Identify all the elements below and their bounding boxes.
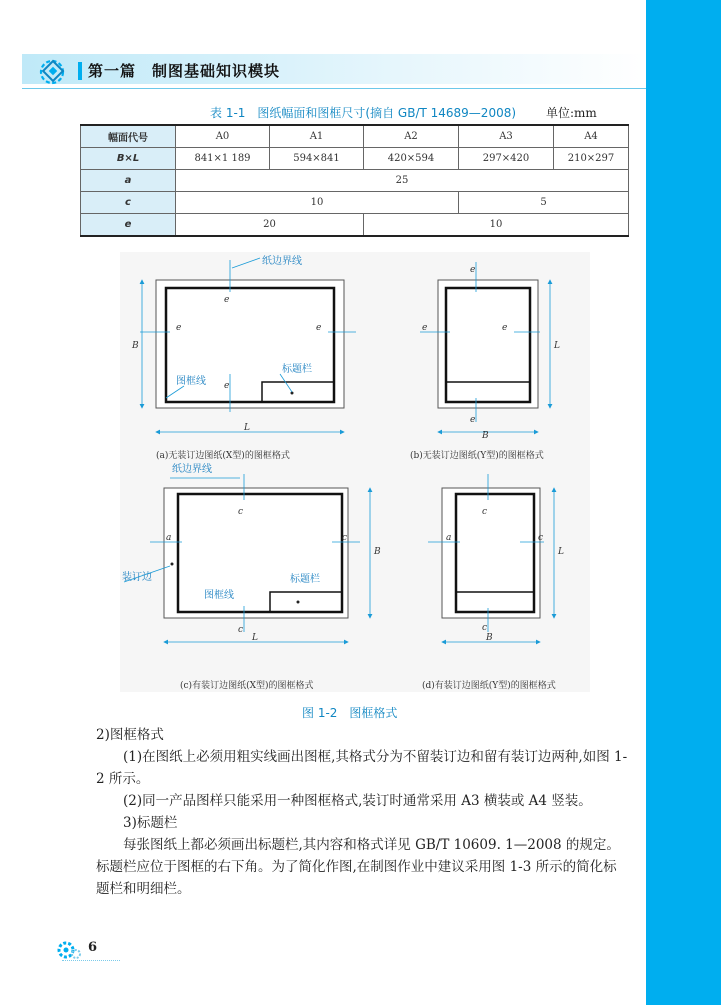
dim-e-label: e [176,323,182,333]
table-cell: A2 [364,125,459,148]
table-cell: 20 [176,214,364,237]
table-cell: 5 [459,192,629,214]
page-number: 6 [88,940,98,955]
body-paragraph: (1)在图纸上必须用粗实线画出图框,其格式分为不留装订边和留有装订边两种,如图 1-2 所示。 [96,749,628,787]
table-cell: 210×297 [554,148,629,170]
dim-e-label: e [224,295,230,305]
table-cell: A4 [554,125,629,148]
dim-e-label: e [502,323,508,333]
header-accent-bar [78,62,82,80]
section-heading: 2)图框格式 [96,727,164,743]
table-cell: a [81,170,176,192]
dim-L-label: L [244,423,250,433]
dim-L-label: L [554,341,560,351]
subcaption-b: (b)无装订边图纸(Y型)的图框格式 [410,451,544,461]
dim-e-label: e [470,265,476,275]
table-row [81,214,629,237]
dim-B-label: B [132,341,139,351]
table-row [81,148,629,170]
paper-size-table [80,124,629,237]
frame-line-label: 图框线 [176,376,206,387]
table-cell: 420×594 [364,148,459,170]
table-cell: 10 [176,192,459,214]
table-cell: 594×841 [270,148,364,170]
table-cell: 25 [176,170,629,192]
gear-logo-icon [38,56,72,86]
table-cell: A0 [176,125,270,148]
dim-e-label: e [470,415,476,425]
dim-c-label: c [238,507,244,517]
dim-c-label: c [482,623,488,633]
binding-edge-label: 装订边 [122,572,152,583]
dim-B-label: B [482,431,489,441]
table-unit: 单位:mm [546,106,597,120]
table-cell: e [81,214,176,237]
dim-L-label: L [252,633,258,643]
table-cell: 幅面代号 [81,125,176,148]
header-rule [22,88,646,89]
table-caption: 表 1-1 图纸幅面和图框尺寸(摘自 GB/T 14689—2008) [210,106,517,120]
subcaption-a: (a)无装订边图纸(X型)的图框格式 [156,451,290,461]
table-row [81,125,629,148]
body-paragraph: 每张图纸上都必须画出标题栏,其内容和格式详见 GB/T 10609. 1—2008 的规定。标题栏应位于图框的右下角。为了简化作图,在制图作业中建议采用图 1-3 所示的简化标题栏和明细栏。 [96,837,620,897]
dim-e-label: e [316,323,322,333]
table-cell: c [81,192,176,214]
dim-c-label: c [342,533,348,543]
dim-c-label: c [482,507,488,517]
footer-rule [62,960,120,962]
table-row [81,192,629,214]
frame-format-figure [120,252,590,692]
gear-icon [56,938,84,962]
table-cell: 297×420 [459,148,554,170]
table-cell: A3 [459,125,554,148]
dim-e-label: e [422,323,428,333]
figure-caption: 图 1-2 图框格式 [302,706,398,720]
dim-c-label: c [538,533,544,543]
body-paragraph: (2)同一产品图样只能采用一种图框格式,装订时通常采用 A3 横装或 A4 竖装。 [123,793,592,809]
frame-line-label: 图框线 [204,590,234,601]
title-block-label: 标题栏 [282,364,312,375]
dim-a-label: a [166,533,172,543]
table-cell: 841×1 189 [176,148,270,170]
dim-c-label: c [238,625,244,635]
dim-B-label: B [374,547,381,557]
subcaption-d: (d)有装订边图纸(Y型)的图框格式 [422,681,556,691]
dim-e-label: e [224,381,230,391]
dim-L-label: L [558,547,564,557]
table-cell: 10 [364,214,629,237]
side-color-bar [646,0,721,1005]
table-row [81,170,629,192]
paper-edge-label: 纸边界线 [262,256,302,267]
table-cell: A1 [270,125,364,148]
chapter-title: 第一篇 制图基础知识模块 [88,62,281,80]
section-heading: 3)标题栏 [123,815,178,831]
dim-a-label: a [446,533,452,543]
title-block-label: 标题栏 [290,574,320,585]
dim-B-label: B [486,633,493,643]
subcaption-c: (c)有装订边图纸(X型)的图框格式 [180,681,314,691]
paper-edge-label: 纸边界线 [172,464,212,475]
table-cell: B×L [81,148,176,170]
